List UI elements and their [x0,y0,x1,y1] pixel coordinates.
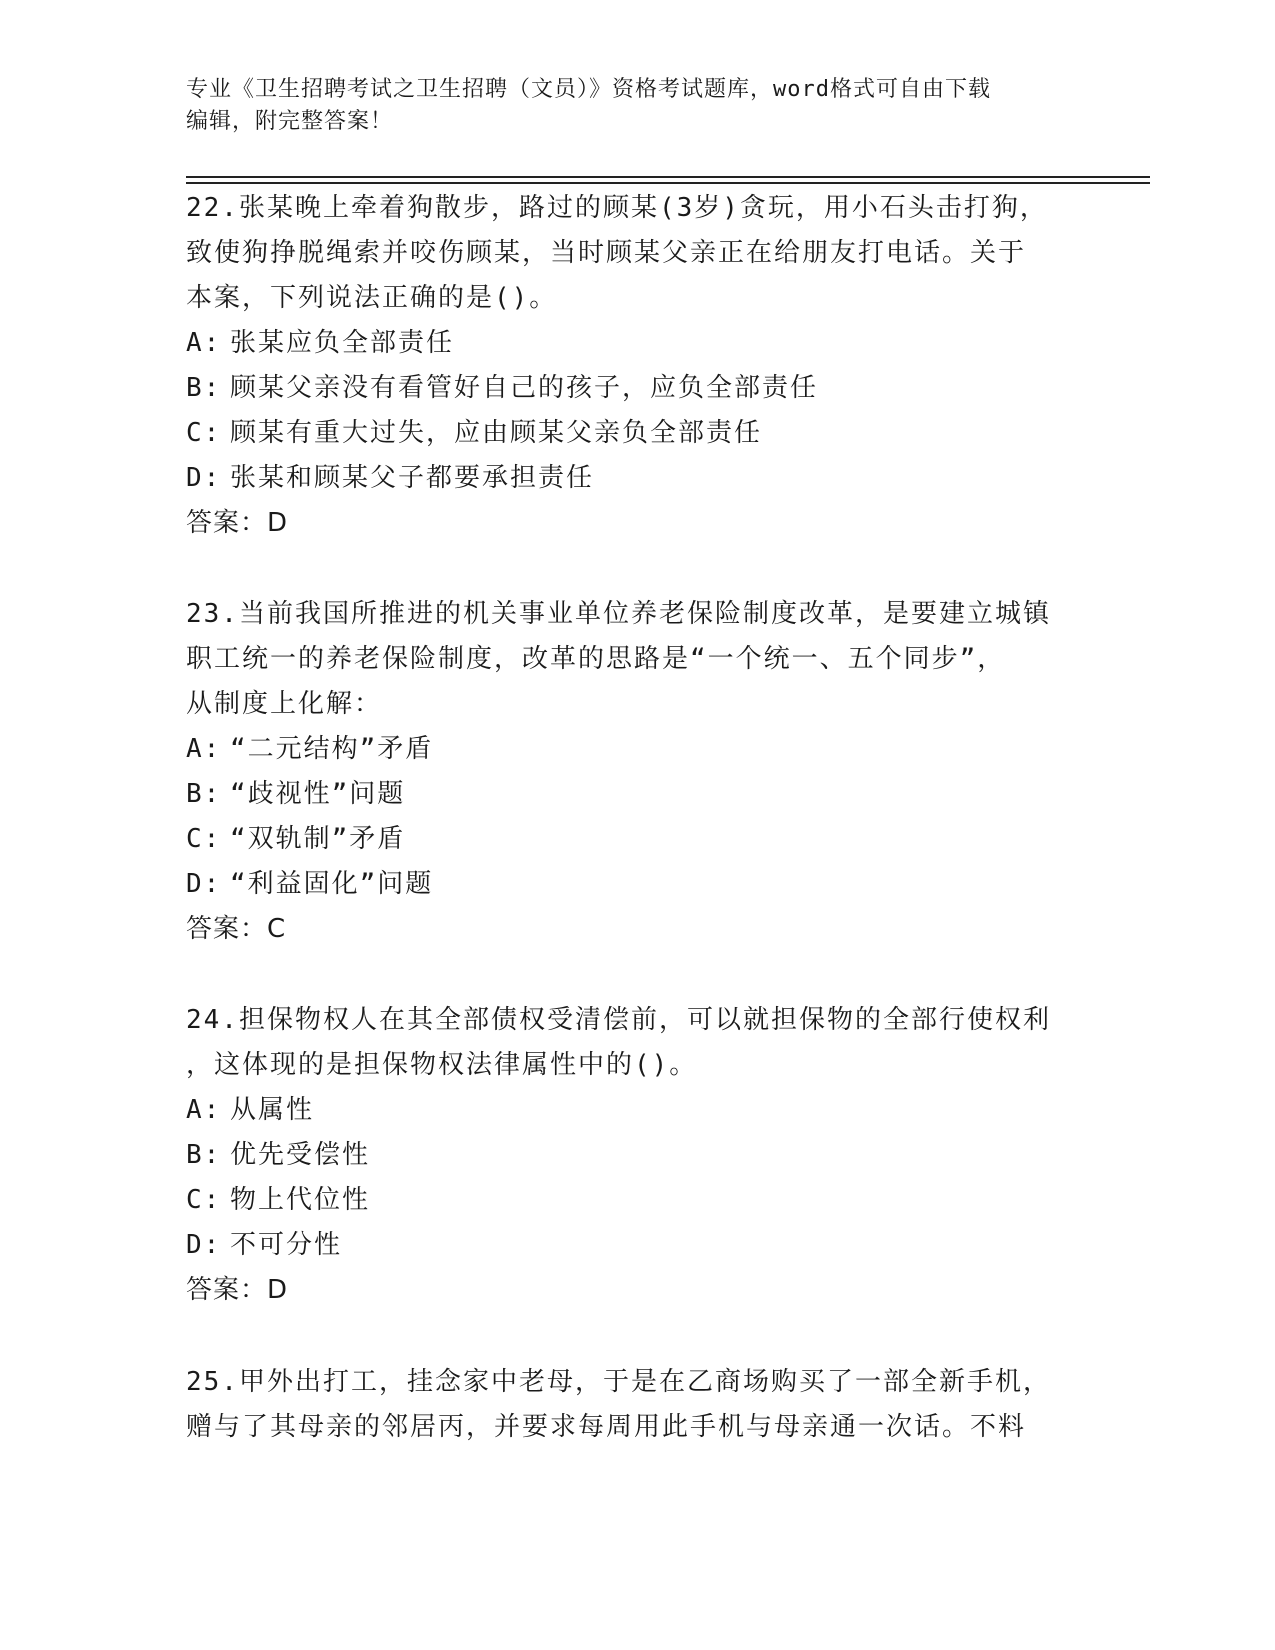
option-key: B: [186,1140,222,1170]
answer-label: 答案：D [186,508,289,538]
option-key: D: [186,869,222,899]
option-d [186,456,1066,501]
option-text: 不可分性 [230,1230,343,1260]
question-25 [186,1360,1066,1450]
question-stem-line: 25.甲外出打工，挂念家中老母，于是在乙商场购买了一部全新手机， [186,1367,1051,1397]
option-b [186,1133,1066,1178]
header-line-1: 专业《卫生招聘考试之卫生招聘（文员）》资格考试题库，word格式可自由下载 [186,77,991,102]
option-b [186,772,1066,817]
option-d [186,862,1066,907]
option-text: 物上代位性 [230,1185,371,1215]
question-23 [186,592,1066,952]
question-22 [186,186,1066,546]
question-stem-line: ，这体现的是担保物权法律属性中的()。 [186,1050,698,1080]
option-text: 优先受偿性 [230,1140,371,1170]
option-text: “歧视性”问题 [230,779,406,809]
option-text: 张某应负全部责任 [230,328,455,358]
option-a [186,321,1066,366]
question-stem-line: 22.张某晚上牵着狗散步，路过的顾某(3岁)贪玩，用小石头击打狗， [186,193,1048,223]
option-a [186,727,1066,772]
option-key: B: [186,779,222,809]
option-c [186,817,1066,862]
option-key: C: [186,418,222,448]
option-key: D: [186,1230,222,1260]
option-key: C: [186,824,222,854]
answer-label: 答案：C [186,914,287,944]
option-key: B: [186,373,222,403]
header-divider-bottom [186,182,1150,184]
option-a [186,1088,1066,1133]
question-stem-line: 赠与了其母亲的邻居丙，并要求每周用此手机与母亲通一次话。不料 [186,1412,1027,1442]
question-stem-line: 24.担保物权人在其全部债权受清偿前，可以就担保物的全部行使权利 [186,1005,1051,1035]
header-line-2: 编辑，附完整答案！ [186,109,394,134]
option-text: 顾某父亲没有看管好自己的孩子，应负全部责任 [230,373,819,403]
option-text: 张某和顾某父子都要承担责任 [230,463,595,493]
option-c [186,411,1066,456]
header-divider-top [186,176,1150,178]
option-text: “二元结构”矛盾 [230,734,434,764]
option-c [186,1178,1066,1223]
answer-label: 答案：D [186,1275,289,1305]
question-stem-line: 23.当前我国所推进的机关事业单位养老保险制度改革，是要建立城镇 [186,599,1051,629]
question-stem-line: 本案，下列说法正确的是()。 [186,283,558,313]
question-stem-line: 致使狗挣脱绳索并咬伤顾某，当时顾某父亲正在给朋友打电话。关于 [186,238,1027,268]
option-d [186,1223,1066,1268]
option-b [186,366,1066,411]
option-key: A: [186,734,222,764]
question-stem-line: 从制度上化解： [186,689,383,719]
option-key: D: [186,463,222,493]
option-text: “双轨制”矛盾 [230,824,406,854]
option-text: “利益固化”问题 [230,869,434,899]
document-header [186,74,1066,138]
option-key: A: [186,328,222,358]
option-text: 顾某有重大过失，应由顾某父亲负全部责任 [230,418,763,448]
question-stem-line: 职工统一的养老保险制度，改革的思路是“一个统一、五个同步”， [186,644,1006,674]
option-key: C: [186,1185,222,1215]
option-key: A: [186,1095,222,1125]
option-text: 从属性 [230,1095,315,1125]
question-24 [186,998,1066,1313]
